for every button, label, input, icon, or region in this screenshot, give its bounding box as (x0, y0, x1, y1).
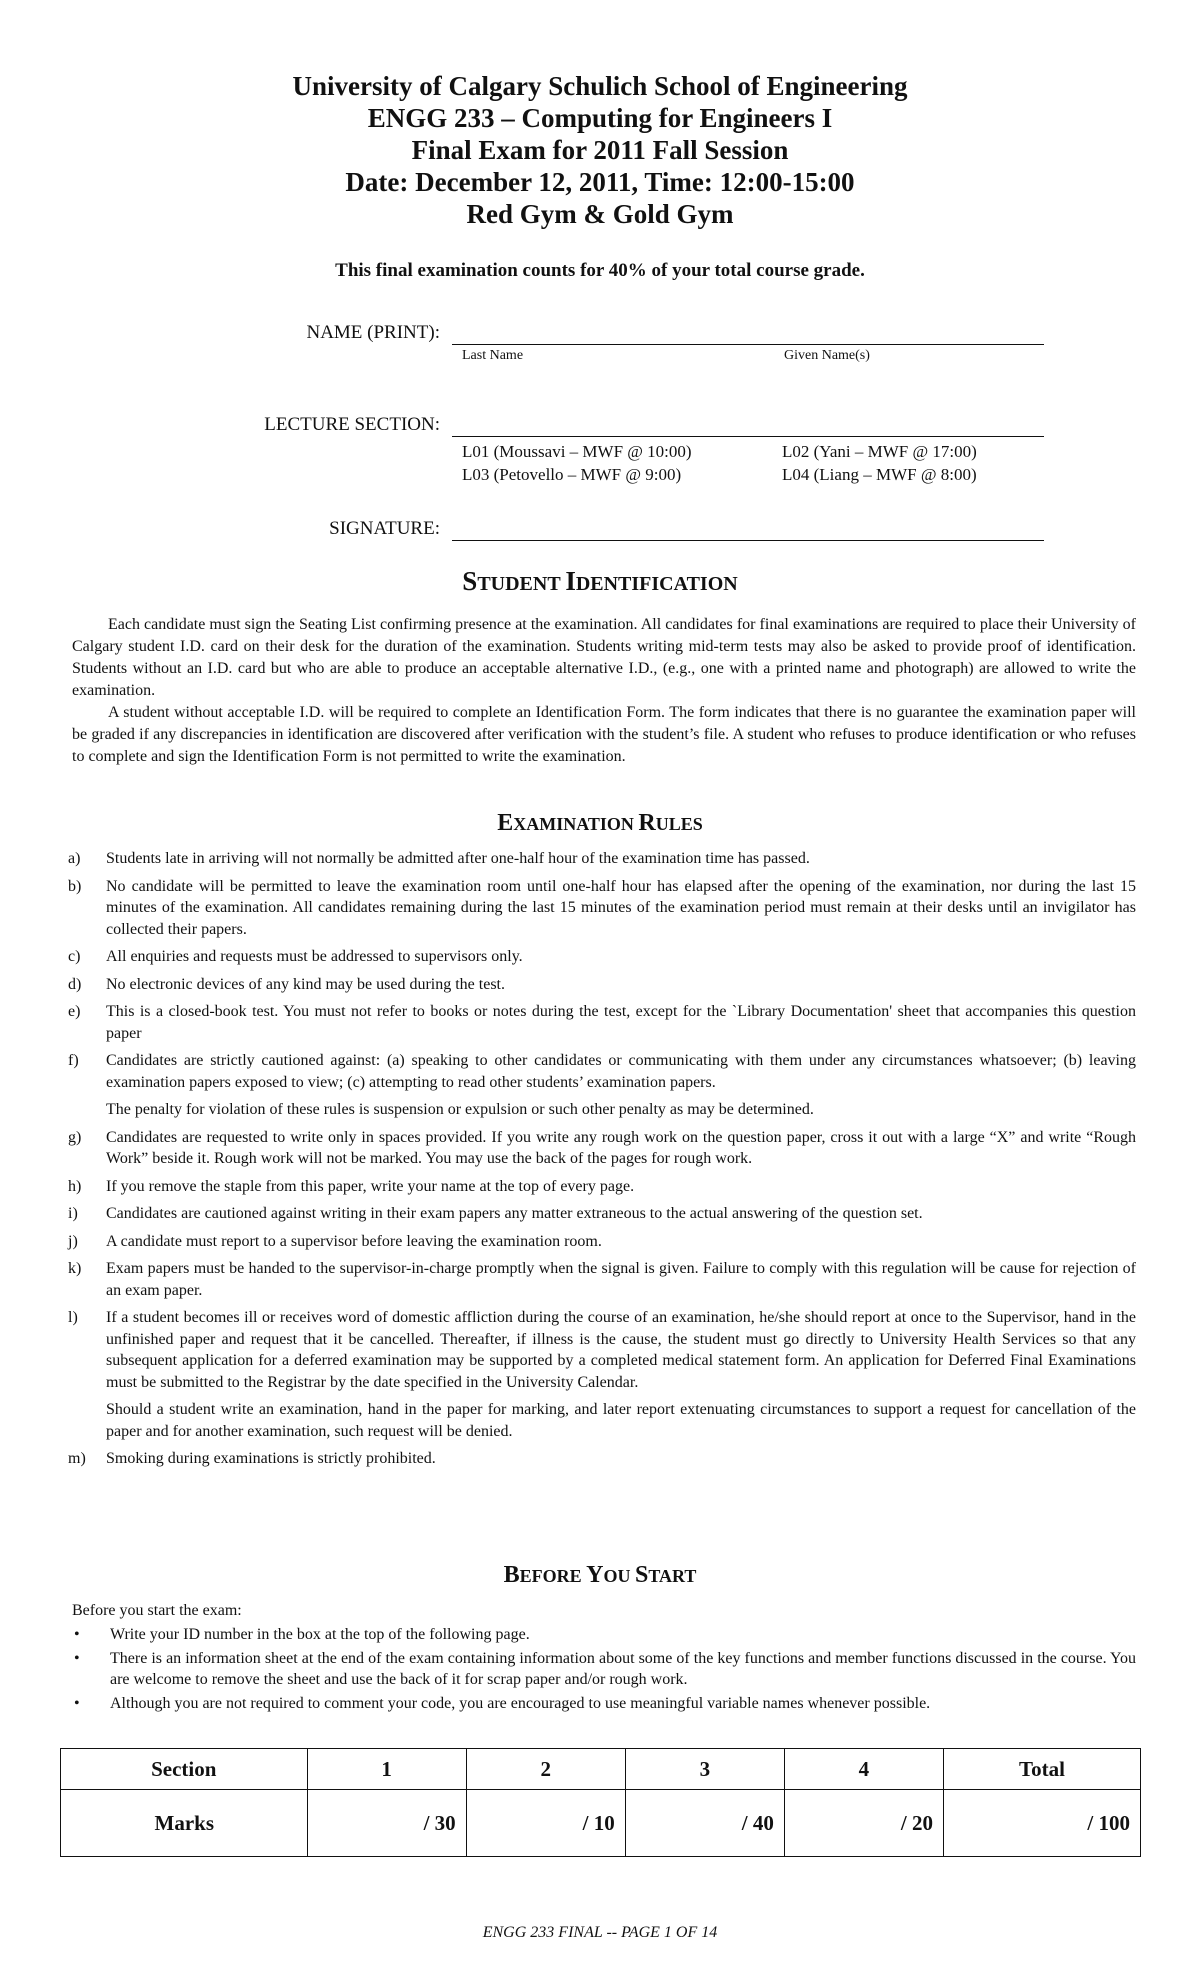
rule-letter: a) (68, 850, 81, 867)
lecture-section-label: LECTURE SECTION: (264, 414, 440, 435)
section-option-l02: L02 (Yani – MWF @ 17:00) (782, 442, 977, 461)
list-item (68, 876, 1136, 941)
bullet-icon: • (74, 1626, 80, 1643)
rule-paragraph: If a student becomes ill or receives word of domestic affliction during the course of an examination, he/she should report at once to the Supervisor, hand in the unfinished paper and request that it be cancelled. Thereafter, if illness is the cause, the student must go directly to University Health Services so that any subsequent application for a deferred examination may be supported by a completed medical statement form. An application for Deferred Final Examinations must be submitted to the Registrar by the date specified in the University Calendar. (106, 1309, 1136, 1391)
rule-paragraph: Exam papers must be handed to the supervisor-in-charge promptly when the signal is given. Failure to comply with this regulation will be cause for rejection of an exam paper. (106, 1260, 1136, 1299)
student-identification-text (72, 614, 1136, 768)
rule-letter: b) (68, 877, 82, 895)
examination-rules-heading (0, 810, 1200, 837)
section-option-l01: L01 (Moussavi – MWF @ 10:00) (462, 442, 692, 461)
rule-text (106, 876, 1136, 941)
signature-label: SIGNATURE: (329, 518, 440, 539)
section-1-marks: / 30 (307, 1790, 466, 1857)
heading-cap: R (638, 810, 656, 836)
identification-paragraph-1: Each candidate must sign the Seating List confirming presence at the examination. All candidates for final examinations are required to place their University of Calgary student I.D. card on their desk for the duration of the examination. Students writing mid-term tests may also be asked to provide proof of identification. Students without an I.D. card but who are able to produce an acceptable alternative I.D., (e.g., one with a printed name and photograph) are allowed to write the examination. (72, 616, 1136, 699)
examination-rules-list (68, 848, 1136, 1476)
rule-text (106, 1448, 1136, 1470)
heading-cap: S (462, 566, 478, 596)
bullet-icon: • (74, 1650, 80, 1667)
bullet-icon: • (74, 1695, 80, 1712)
rule-text (106, 974, 1136, 996)
grade-weight-note: This final examination counts for 40% of your total course grade. (335, 260, 865, 281)
before-you-start-section (72, 1600, 1136, 1714)
bullet-text: Although you are not required to comment your code, you are encouraged to use meaningful variable names whenever possible. (110, 1695, 931, 1712)
signature-field-line[interactable] (452, 540, 1044, 541)
rule-letter: k) (68, 1260, 82, 1277)
list-item (68, 1258, 1136, 1301)
rule-paragraph: All enquiries and requests must be addressed to supervisors only. (106, 948, 523, 965)
rule-text (106, 1176, 1136, 1198)
heading-rest: EFORE (519, 1566, 587, 1586)
list-item (68, 946, 1136, 968)
rule-text (106, 1050, 1136, 1121)
list-item (68, 1231, 1136, 1253)
rule-paragraph: No electronic devices of any kind may be used during the test. (106, 975, 505, 993)
table-row (61, 1749, 1141, 1790)
list-item (68, 974, 1136, 996)
rule-letter: g) (68, 1128, 82, 1146)
list-item (68, 1176, 1136, 1198)
last-name-caption: Last Name (462, 348, 524, 363)
heading-rest: TUDENT (477, 573, 566, 595)
rule-letter: d) (68, 975, 82, 993)
lecture-section-field-line[interactable] (452, 436, 1044, 437)
identification-paragraph-2: A student without acceptable I.D. will be required to complete an Identification Form. The form indicates that there is no guarantee the examination paper will be graded if any discrepancies in identification are discovered after verification with the student’s file. A student who refuses to produce identification or who refuses to complete and sign the Identification Form is not permitted to write the examination. (72, 704, 1136, 765)
list-item (68, 848, 1136, 870)
section-4-header: 4 (784, 1749, 943, 1790)
student-identification-heading (0, 566, 1200, 597)
university-title: University of Calgary Schulich School of Engineering (292, 71, 908, 101)
rule-paragraph: This is a closed-book test. You must not refer to books or notes during the test, except for the `Library Documentation' sheet that accompanies this question paper (106, 1003, 1136, 1042)
rule-letter: e) (68, 1003, 81, 1020)
list-item (72, 1648, 1136, 1690)
name-field-line[interactable] (452, 344, 1044, 345)
name-label: NAME (PRINT): (306, 322, 440, 343)
rule-text (106, 1001, 1136, 1044)
list-item (68, 1050, 1136, 1121)
table-row (61, 1790, 1141, 1857)
list-item (68, 1127, 1136, 1170)
given-names-caption: Given Name(s) (784, 348, 870, 363)
section-1-header: 1 (307, 1749, 466, 1790)
exam-title-block (0, 70, 1200, 230)
heading-rest: TART (648, 1566, 697, 1586)
heading-rest: DENTIFICATION (575, 573, 738, 595)
rule-letter: c) (68, 948, 81, 965)
total-header: Total (943, 1749, 1140, 1790)
rule-text (106, 1127, 1136, 1170)
rule-paragraph: A candidate must report to a supervisor before leaving the examination room. (106, 1232, 602, 1250)
rule-paragraph: If you remove the staple from this paper, write your name at the top of every page. (106, 1177, 635, 1195)
heading-cap: S (634, 1562, 649, 1588)
heading-cap: E (497, 810, 514, 836)
list-item (72, 1693, 1136, 1714)
rule-paragraph: No candidate will be permitted to leave the examination room until one-half hour has elapsed after the opening of the examination, nor during the last 15 minutes of the examination. All candidates remaining during the last 15 minutes of the examination period must remain at their desks until an invigilator has collected their papers. (106, 877, 1136, 938)
bullet-text: Write your ID number in the box at the top of the following page. (110, 1626, 530, 1643)
list-item (68, 1001, 1136, 1044)
list-item (68, 1203, 1136, 1225)
heading-cap: B (503, 1562, 520, 1588)
rule-paragraph: Candidates are strictly cautioned against: (a) speaking to other candidates or communicating with them under any circumstances whatsoever; (b) leaving examination papers exposed to view; (c) attempting to read other students’ examination papers. (106, 1052, 1136, 1091)
section-option-l04: L04 (Liang – MWF @ 8:00) (782, 465, 977, 484)
section-header-cell: Section (61, 1749, 308, 1790)
heading-cap: Y (586, 1562, 604, 1588)
list-item (72, 1624, 1136, 1645)
rule-paragraph: Smoking during examinations is strictly prohibited. (106, 1450, 436, 1467)
rule-text (106, 1258, 1136, 1301)
rule-paragraph: Candidates are requested to write only in spaces provided. If you write any rough work on the question paper, cross it out with a large “X” and write “Rough Work” beside it. Rough work will not be marked. You may use the back of the pages for rough work. (106, 1128, 1136, 1167)
rule-letter: i) (68, 1205, 78, 1222)
rule-text (106, 1203, 1136, 1225)
list-item (68, 1448, 1136, 1470)
marks-table (60, 1748, 1141, 1857)
rule-letter: j) (68, 1232, 78, 1250)
marks-label-cell: Marks (61, 1790, 308, 1857)
heading-rest: ULES (655, 814, 703, 834)
section-3-marks: / 40 (625, 1790, 784, 1857)
heading-rest: OU (603, 1566, 635, 1586)
rule-text (106, 1307, 1136, 1442)
rule-extra-paragraph: The penalty for violation of these rules is suspension or expulsion or such other penalty as may be determined. (106, 1101, 814, 1118)
section-3-header: 3 (625, 1749, 784, 1790)
rule-text (106, 1231, 1136, 1253)
rule-paragraph: Candidates are cautioned against writing in their exam papers any matter extraneous to the actual answering of the question set. (106, 1205, 923, 1222)
rule-paragraph: Students late in arriving will not normally be admitted after one-half hour of the examination time has passed. (106, 850, 810, 867)
total-marks: / 100 (943, 1790, 1140, 1857)
section-option-l03: L03 (Petovello – MWF @ 9:00) (462, 465, 682, 484)
rule-letter: h) (68, 1177, 82, 1195)
before-you-start-heading (0, 1562, 1200, 1589)
rule-letter: m) (68, 1450, 86, 1467)
bullet-text: There is an information sheet at the end of the exam containing information about some of the key functions and member functions discussed in the course. You are welcome to remove the sheet and use the back of it for scrap paper and/or rough work. (110, 1650, 1136, 1688)
page-footer: ENGG 233 FINAL -- PAGE 1 OF 14 (482, 1924, 718, 1941)
exam-session: Final Exam for 2011 Fall Session (411, 135, 789, 165)
list-item (68, 1307, 1136, 1442)
rule-extra-paragraph: Should a student write an examination, hand in the paper for marking, and later report extenuating circumstances to support a request for cancellation of the paper and for another examination, such request will be denied. (106, 1401, 1136, 1440)
section-2-marks: / 10 (466, 1790, 625, 1857)
heading-rest: XAMINATION (513, 814, 639, 834)
rule-letter: f) (68, 1052, 79, 1069)
heading-cap: I (565, 566, 576, 596)
rule-text (106, 848, 1136, 870)
section-4-marks: / 20 (784, 1790, 943, 1857)
exam-location: Red Gym & Gold Gym (466, 199, 734, 229)
rule-text (106, 946, 1136, 968)
course-title: ENGG 233 – Computing for Engineers I (367, 103, 833, 133)
rule-letter: l) (68, 1309, 78, 1326)
before-you-start-intro: Before you start the exam: (72, 1602, 242, 1619)
exam-date-time: Date: December 12, 2011, Time: 12:00-15:00 (345, 167, 855, 197)
section-2-header: 2 (466, 1749, 625, 1790)
